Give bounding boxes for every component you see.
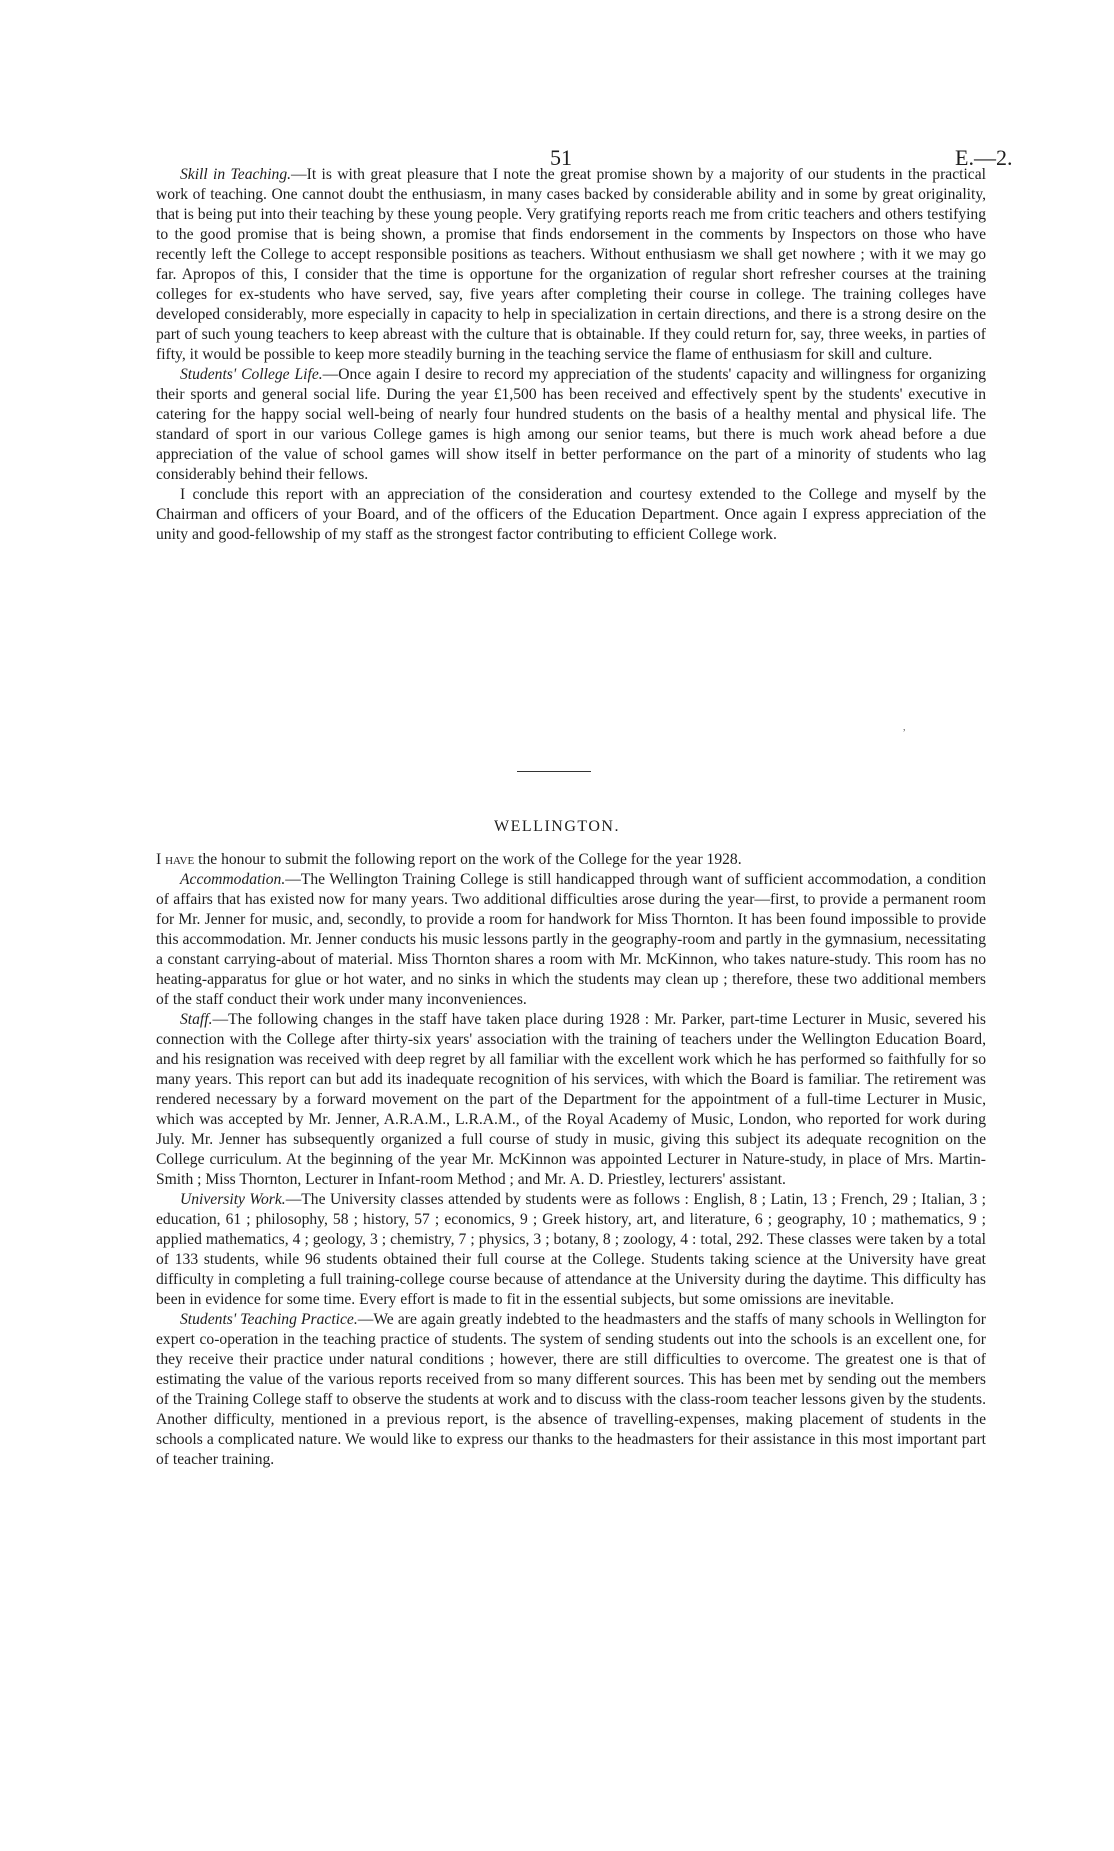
paragraph-staff [156, 1010, 986, 1190]
section-divider [517, 771, 591, 772]
paragraph-heading: Students' College Life. [180, 366, 323, 383]
page-number: 51 [550, 145, 572, 170]
section-title: WELLINGTON. [494, 818, 620, 835]
paragraph-heading: University Work. [180, 1191, 286, 1208]
paragraph-body: —The University classes attended by students were as follows : English, 8 ; Latin, 13 ; French, 29 ; Italian, 3 ; education, 61 ; philosophy, 58 ; history, 57 ; economics, 9 ; Greek history, art, and literature, 6 ; geography, 10 ; mathematics, 9 ; applied mathematics, 4 ; geology, 3 ; chemistry, 7 ; physics, 3 ; botany, 8 ; zoology, 4 : total, 292. These classes were taken by a total of 133 students, while 96 students obtained their full course at the College. Students taking science at the University have great difficulty in completing a full training-college course because of attendance at the University during the daytime. This difficulty has been in evidence for some time. Every effort is made to fit in the essential subjects, but some omissions are inevitable. [156, 1191, 986, 1308]
opening-small-caps: I have [156, 851, 195, 868]
paragraph-university-work [156, 1190, 986, 1310]
paragraph-heading: Staff. [180, 1011, 213, 1028]
report-section-1 [156, 165, 986, 545]
paragraph-teaching-practice [156, 1310, 986, 1470]
page-reference: E.—2. [955, 145, 1013, 170]
opening-line [156, 850, 986, 870]
paragraph-skill-in-teaching [156, 165, 986, 365]
paragraph-accommodation [156, 870, 986, 1010]
paragraph-heading: Students' Teaching Practice. [180, 1311, 358, 1328]
print-speck: , [903, 722, 906, 733]
paragraph-heading: Accommodation. [180, 871, 286, 888]
paragraph-heading: Skill in Teaching. [180, 166, 292, 183]
paragraph-body: —The following changes in the staff have taken place during 1928 : Mr. Parker, part-time Lecturer in Music, severed his connection with the College after thirty-six years' association with the training of teachers under the Wellington Education Board, and his resignation was received with deep regret by all familiar with the excellent work which he has performed so faithfully for so many years. This report can but add its inadequate recognition of his services, with which the Board is familiar. The retirement was rendered necessary by a forward movement on the part of the Department for the appointment of a full-time Lecturer in Music, which was accepted by Mr. Jenner, A.R.A.M., L.R.A.M., of the Royal Academy of Music, London, who reported for work during July. Mr. Jenner has subsequently organized a full course of study in music, giving this subject its adequate recognition on the College curriculum. At the beginning of the year Mr. McKinnon was appointed Lecturer in Nature-study, in place of Mrs. Martin-Smith ; Miss Thornton, Lecturer in Infant-room Method ; and Mr. A. D. Priestley, lecturers' assistant. [156, 1011, 986, 1188]
paragraph-body: —We are again greatly indebted to the headmasters and the staffs of many schools in Wellington for expert co-operation in the teaching practice of students. The system of sending students out into the schools is an excellent one, for they receive their practice under natural conditions ; however, there are still difficulties to overcome. The greatest one is that of estimating the value of the various reports received from so many different sources. This has been met by sending out the members of the Training College staff to observe the students at work and to discuss with the class-room teacher lessons given by the students. Another difficulty, mentioned in a previous report, is the absence of travelling-expenses, making placement of students in the schools a complicated nature. We would like to express our thanks to the headmasters for their assistance in this most important part of teacher training. [156, 1311, 986, 1468]
opening-text: the honour to submit the following report on the work of the College for the year 1928. [194, 851, 742, 868]
report-section-2 [156, 850, 986, 1470]
paragraph-conclusion [156, 485, 986, 545]
paragraph-body: —Once again I desire to record my appreciation of the students' capacity and willingness for organizing their sports and general social life. During the year £1,500 has been received and effectively spent by the students' executive in catering for the happy social well-being of nearly four hundred students on the basis of a healthy mental and physical life. The standard of sport in our various College games is high among our senior teams, but there is much work ahead before a due appreciation of the value of school games will show itself in better performance on the part of a minority of students who lag considerably behind their fellows. [156, 366, 987, 483]
paragraph-body: —The Wellington Training College is still handicapped through want of sufficient accommodation, a condition of affairs that has existed now for many years. Two additional difficulties arose during the year—first, to provide a permanent room for Mr. Jenner for music, and, secondly, to provide a room for handwork for Miss Thornton. It has been found impossible to provide this accommodation. Mr. Jenner conducts his music lessons partly in the geography-room and partly in the gymnasium, necessitating a constant carrying-about of material. Miss Thornton shares a room with Mr. McKinnon, who takes nature-study. This room has no heating-apparatus for glue or hot water, and no sinks in which the students may clean up ; therefore, these two additional members of the staff conduct their work under many inconveniences. [156, 871, 986, 1008]
paragraph-body: I conclude this report with an appreciation of the consideration and courtesy extended to the College and myself by the Chairman and officers of your Board, and of the officers of the Education Department. Once again I express appreciation of the unity and good-fellowship of my staff as the strongest factor contributing to efficient College work. [156, 486, 986, 543]
paragraph-students-college-life [156, 365, 986, 485]
paragraph-body: —It is with great pleasure that I note the great promise shown by a majority of our students in the practical work of teaching. One cannot doubt the enthusiasm, in many cases backed by considerable ability and in some by great originality, that is being put into their teaching by these young people. Very gratifying reports reach me from critic teachers and others testifying to the good promise that is being shown, a promise that finds endorsement in the comments by Inspectors on those who have recently left the College to accept responsible positions as teachers. Without enthusiasm we shall get nowhere ; with it we may go far. Apropos of this, I consider that the time is opportune for the organization of regular short refresher courses at the training colleges for ex-students who have served, say, five years after completing their course in college. The training colleges have developed considerably, more especially in capacity to help in specialization in certain directions, and there is a strong desire on the part of such young teachers to keep abreast with the culture that is obtainable. If they could return for, say, three weeks, in parties of fifty, it would be possible to keep more steadily burning in the teaching service the flame of enthusiasm for skill and culture. [156, 166, 986, 363]
